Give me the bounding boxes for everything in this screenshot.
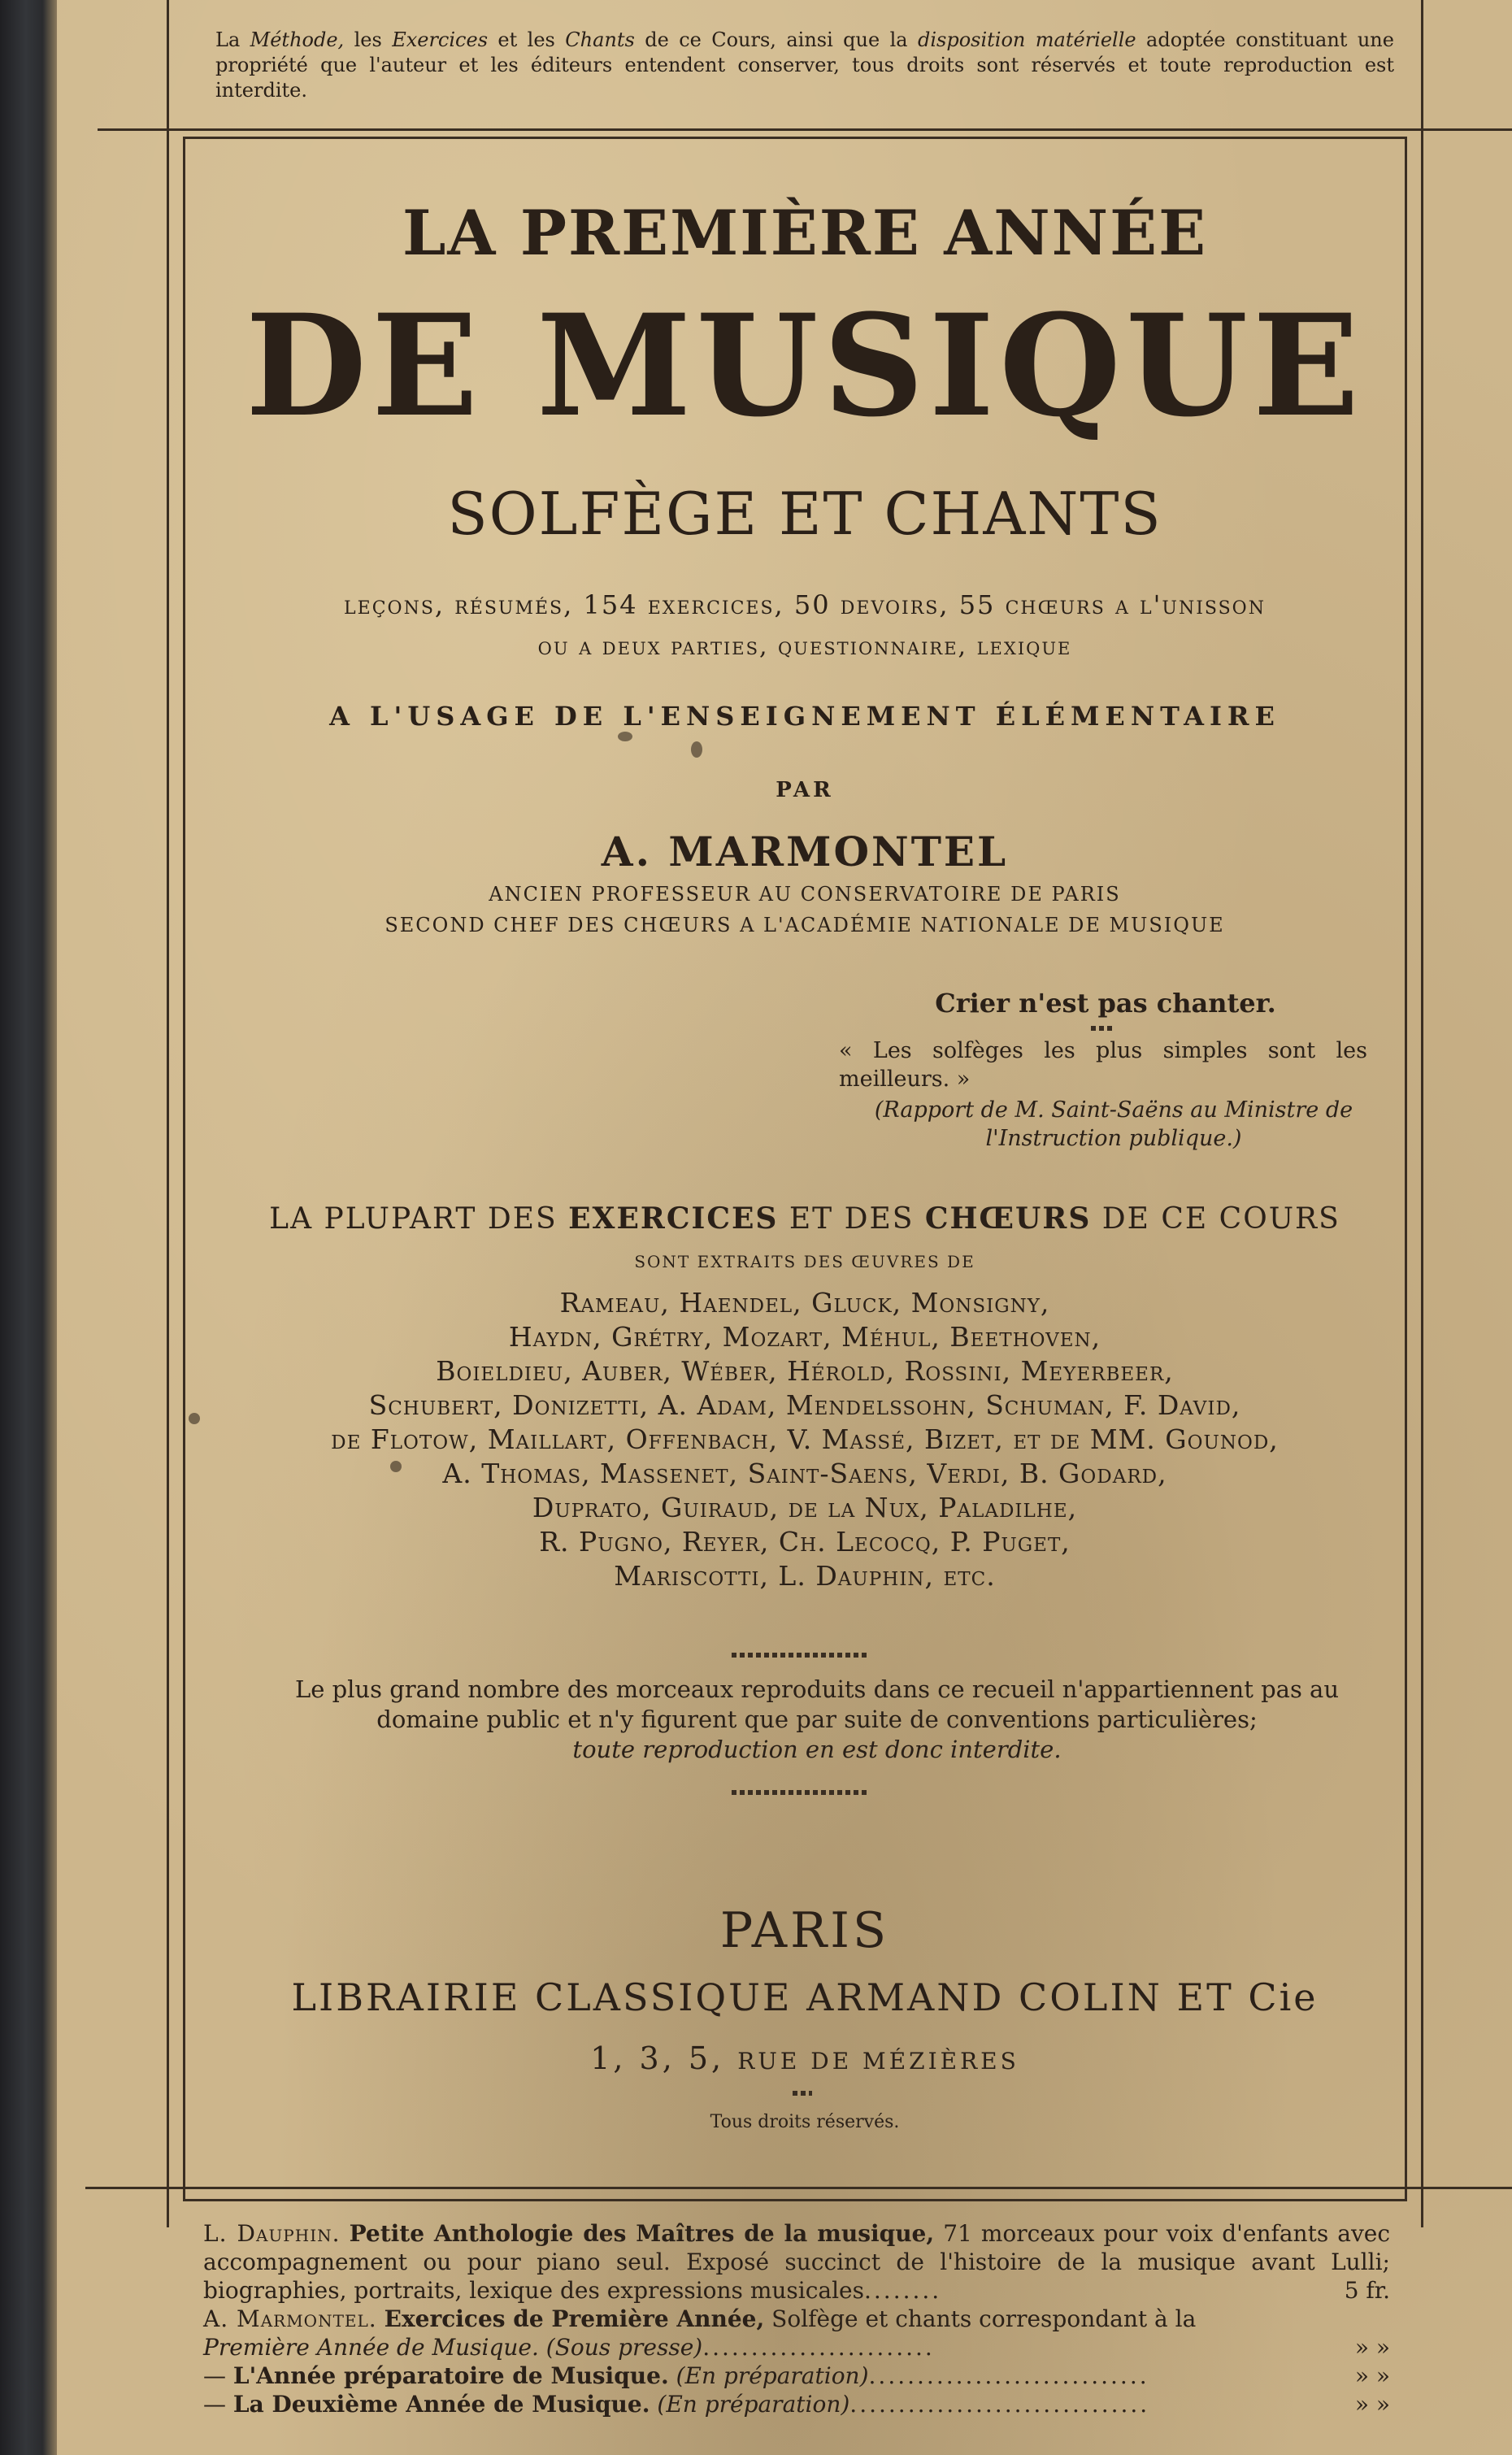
imprint-address: 1, 3, 5, RUE DE MÉZIÈRES (590, 2040, 1019, 2076)
rights-line-2: domaine public et n'y figurent que par suite de conventions particulières; (376, 1705, 1258, 1733)
ad-price: » » (1354, 2391, 1390, 2418)
book-spine (0, 0, 57, 2455)
composer-list (187, 1286, 1423, 1593)
ad-price: » » (1354, 2362, 1390, 2389)
description-line-2: ou a deux parties, questionnaire, lexique (537, 632, 1072, 661)
frame-inner-bottom-line (183, 2199, 1406, 2201)
rights-notice (260, 1675, 1374, 1765)
ink-stain (189, 1413, 200, 1424)
imprint-publisher: LIBRAIRIE CLASSIQUE ARMAND COLIN ET Cie (291, 1975, 1319, 2019)
title-main: DE MUSIQUE (245, 283, 1365, 448)
frame-inner-right-line (1405, 137, 1407, 2201)
epigraph-title: Crier n'est pas chanter. (935, 988, 1276, 1019)
title-line-1: LA PREMIÈRE ANNÉE (402, 197, 1207, 269)
ink-stain (390, 1461, 402, 1472)
composer-line: Rameau, Haendel, Gluck, Monsigny, (559, 1287, 1050, 1319)
ad-price: 5 fr. (1344, 2277, 1390, 2304)
ad-entry: — La Deuxième Année de Musique. (En préparation)............................... » » (203, 2391, 1390, 2418)
author-role-2: SECOND CHEF DES CHŒURS A L'ACADÉMIE NATIONALE DE MUSIQUE (385, 914, 1225, 936)
rights-reserved: Tous droits réservés. (710, 2112, 900, 2132)
composer-line: Mariscotti, L. Dauphin, etc. (614, 1560, 996, 1592)
description-line-1: leçons, résumés, 154 exercices, 50 devoirs, 55 chœurs a l'unisson (344, 589, 1266, 620)
ad-entry: L. Dauphin. Petite Anthologie des Maîtres de la musique, 71 morceaux pour voix d'enfants avec accompagnement ou pour piano seul. Exposé succinct de l'histoire de la musique avant Lulli; biographies, portraits, lexique des expressions musicales........ 5 fr. (203, 2220, 1391, 2304)
composer-line: A. Thomas, Massenet, Saint-Saens, Verdi, B. Godard, (442, 1458, 1167, 1489)
ads-list (203, 2219, 1390, 2418)
imprint-city: PARIS (719, 1902, 890, 1959)
copyright-notice: La Méthode, les Exercices et les Chants de ce Cours, ainsi que la disposition matérielle adoptée constituant une propriété que l'auteur et les éditeurs entendent conserver, tous droits sont réservés et toute reproduction est interdite. (215, 28, 1394, 102)
composers-heading: LA PLUPART DES EXERCICES ET DES CHŒURS DE CE COURS (269, 1201, 1340, 1236)
rights-line-1: Le plus grand nombre des morceaux reproduits dans ce recueil n'appartiennent pas au (294, 1675, 1340, 1703)
ad-entry: A. Marmontel. Exercices de Première Année, Solfège et chants correspondant à la Première Année de Musique. (Sous presse)........................ » » (203, 2305, 1390, 2361)
frame-inner-left-line (183, 137, 185, 2201)
usage-line: A L'USAGE DE L'ENSEIGNEMENT ÉLÉMENTAIRE (329, 701, 1280, 732)
subtitle: SOLFÈGE ET CHANTS (447, 480, 1162, 548)
ornament-divider-2 (732, 1790, 870, 1795)
epigraph-source: (Rapport de M. Saint-Saëns au Ministre de l'Instruction publique.) (874, 1097, 1353, 1151)
ad-price: » » (1354, 2334, 1390, 2361)
ad-entry: — L'Année préparatoire de Musique. (En préparation)............................. » » (203, 2362, 1390, 2389)
par-label: PAR (776, 778, 834, 802)
author-role-1: ANCIEN PROFESSEUR AU CONSERVATOIRE DE PARIS (489, 883, 1121, 906)
author-name: A. MARMONTEL (601, 828, 1009, 876)
composers-subheading: SONT EXTRAITS DES ŒUVRES DE (634, 1252, 975, 1271)
rights-line-3: toute reproduction en est donc interdite. (572, 1736, 1062, 1763)
epigraph-rule (1091, 1026, 1115, 1031)
frame-inner-top-line (183, 137, 1406, 139)
composer-line: Boieldieu, Auber, Wéber, Hérold, Rossini, Meyerbeer, (436, 1355, 1174, 1387)
ink-stain (691, 741, 702, 758)
composer-line: de Flotow, Maillart, Offenbach, V. Massé, Bizet, et de MM. Gounod, (331, 1423, 1279, 1455)
composer-line: Haydn, Grétry, Mozart, Méhul, Beethoven, (508, 1321, 1101, 1353)
ornament-divider-1 (732, 1653, 870, 1658)
ink-stain (618, 732, 632, 741)
composer-line: R. Pugno, Reyer, Ch. Lecocq, P. Puget, (539, 1526, 1071, 1558)
composer-line: Duprato, Guiraud, de la Nux, Paladilhe, (532, 1492, 1078, 1523)
frame-bottom-line (85, 2187, 1512, 2189)
composer-line: Schubert, Donizetti, A. Adam, Mendelssohn, Schuman, F. David, (368, 1389, 1241, 1421)
imprint-rule (793, 2091, 812, 2096)
epigraph-quote: « Les solfèges les plus simples sont les meilleurs. » (839, 1038, 1367, 1092)
frame-top-line (98, 128, 1512, 131)
frame-left-line (167, 0, 169, 2227)
